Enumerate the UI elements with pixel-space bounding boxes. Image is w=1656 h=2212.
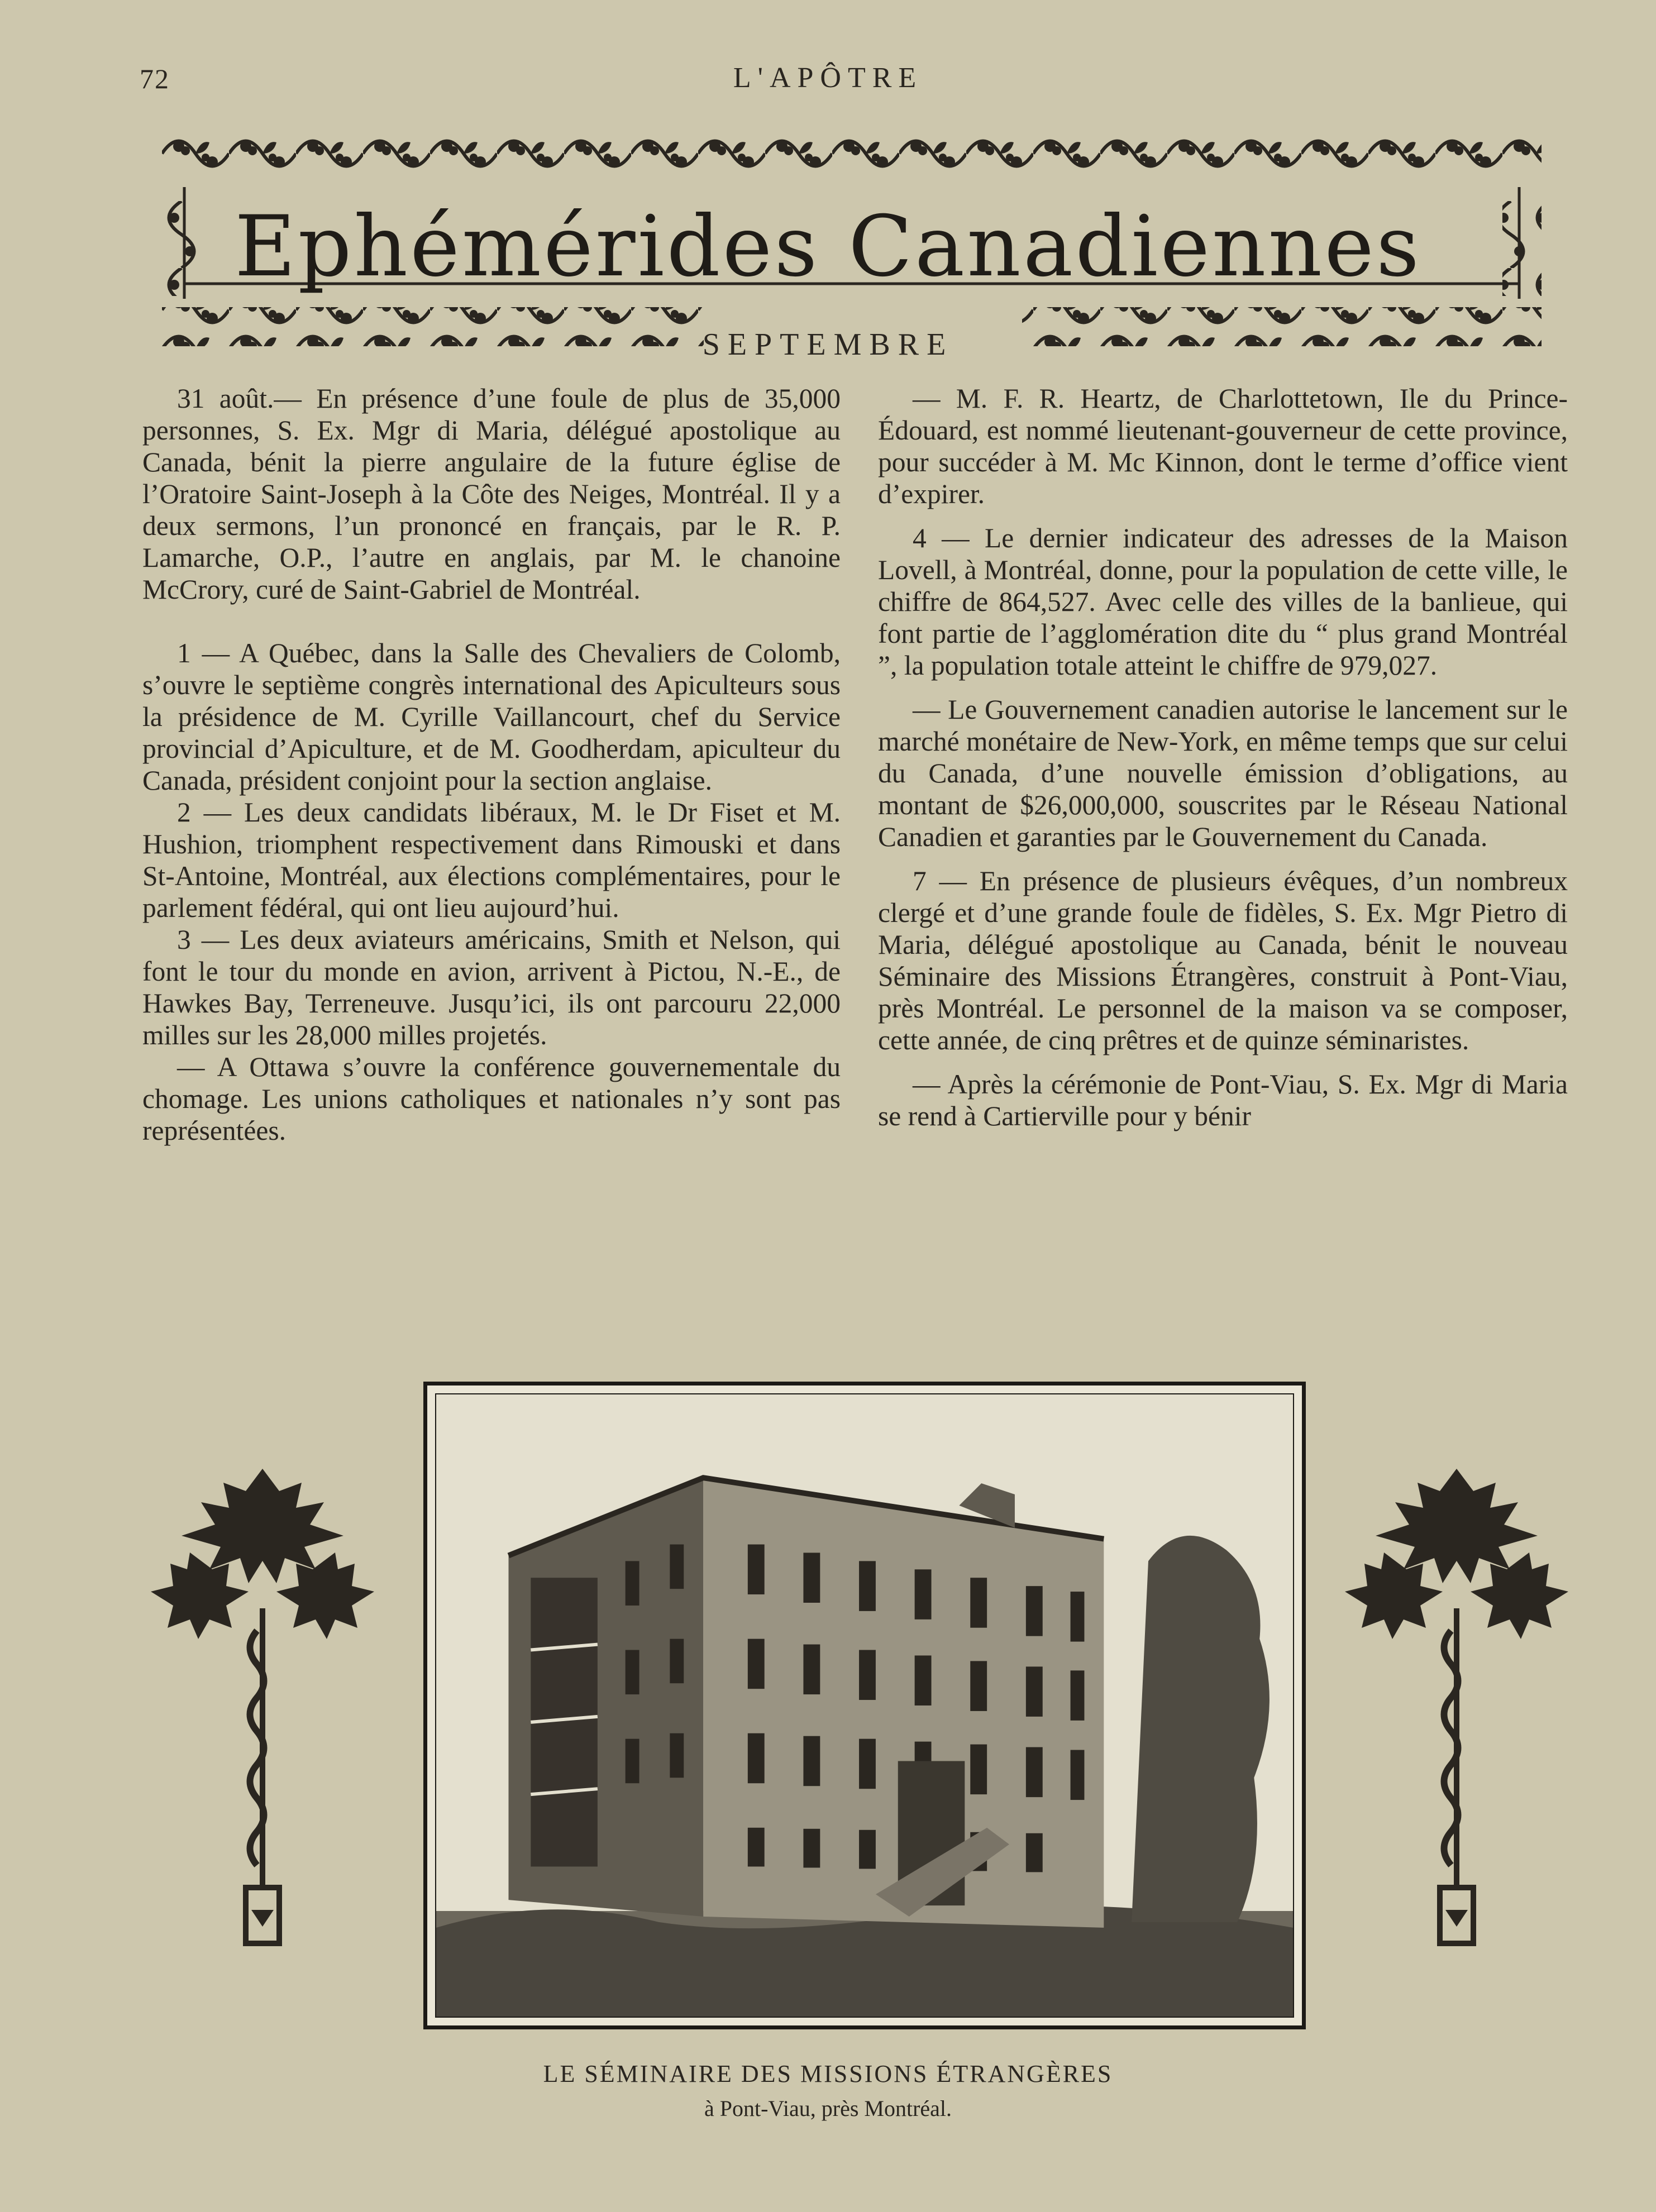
section-title: Ephémérides Canadiennes	[235, 198, 1421, 295]
entry-paragraph: — Après la cérémonie de Pont-Viau, S. Ex. Mgr di Maria se rend à Cartierville pour y bénir	[878, 1069, 1568, 1131]
entry-paragraph: 4 — Le dernier indicateur des adresses de la Maison Lovell, à Montréal, donne, pour la population de cette ville, le chiffre de 864,527. Avec celle des villes de la banlieue, qui font partie de l’agglomération dite du “ plus grand Montréal ”, la population totale atteint le chiffre de 979,027.	[878, 523, 1568, 681]
entry-paragraph: 3 — Les deux aviateurs américains, Smith et Nelson, qui font le tour du monde en avion, arrivent à Pictou, N.-E., de Hawkes Bay, Terreneuve. Jusqu’ici, ils ont parcouru 22,000 milles sur les 28,000 milles projetés.	[142, 924, 841, 1050]
left-column	[142, 383, 841, 1146]
entry-paragraph: 1 — A Québec, dans la Salle des Chevaliers de Colomb, s’ouvre le septième congrès international des Apiculteurs sous la présidence de M. Cyrille Vaillancourt, chef du Service provincial d’Apiculture, et de M. Goodherdam, apiculteur du Canada, président conjoint pour la section anglaise.	[142, 638, 841, 796]
entry-paragraph: — Le Gouvernement canadien autorise le lancement sur le marché monétaire de New-York, en même temps que sur celui du Canada, d’une nouvelle émission d’obligations, au montant de $26,000,000, souscrites par le Réseau National Canadien et garanties par le Gouvernement du Canada.	[878, 694, 1568, 852]
seminary-photograph	[423, 1382, 1306, 2029]
entry-paragraph: — A Ottawa s’ouvre la conférence gouvernementale du chomage. Les unions catholiques et nationales n’y sont pas représentées.	[142, 1052, 841, 1146]
figure-caption-title: LE SÉMINAIRE DES MISSIONS ÉTRANGÈRES	[543, 2060, 1113, 2087]
entry-paragraph: 2 — Les deux candidats libéraux, M. le Dr Fiset et M. Hushion, triomphent respectivement dans Rimouski et dans St-Antoine, Montréal, aux élections complémentaires, pour le parlement fédéral, qui ont lieu aujourd’hui.	[142, 797, 841, 923]
figure-caption-subtitle: à Pont-Viau, près Montréal.	[704, 2096, 952, 2121]
building-illustration	[436, 1394, 1293, 2017]
entry-paragraph: 31 août.— En présence d’une foule de plus de 35,000 personnes, S. Ex. Mgr di Maria, délégué apostolique au Canada, bénit la pierre angulaire de la future église de l’Oratoire Saint-Joseph à la Côte des Neiges, Montréal. Il y a deux sermons, l’un prononcé en français, par le R. P. Lamarche, O.P., l’autre en anglais, par M. le chanoine McCrory, curé de Saint-Gabriel de Montréal.	[142, 383, 841, 605]
right-column	[878, 383, 1568, 1132]
running-head: L'APÔTRE	[733, 62, 923, 94]
month-label: SEPTEMBRE	[702, 327, 954, 362]
page-number: 72	[140, 63, 170, 94]
entry-paragraph: 7 — En présence de plusieurs évêques, d’un nombreux clergé et d’une grande foule de fidèles, S. Ex. Mgr Pietro di Maria, délégué apostolique au Canada, bénit le nouveau Séminaire des Missions Étrangères, construit à Pont-Viau, près Montréal. Le personnel de la maison va se composer, cette année, de cinq prêtres et de quinze séminaristes.	[878, 866, 1568, 1055]
maple-leaf-ornament-right	[1345, 1463, 1568, 1960]
maple-leaf-ornament-left	[151, 1463, 374, 1960]
entry-paragraph: — M. F. R. Heartz, de Charlottetown, Ile du Prince-Édouard, est nommé lieutenant-gouverneur de cette province, pour succéder à M. Mc Kinnon, dont le terme d’office vient d’expirer.	[878, 383, 1568, 509]
